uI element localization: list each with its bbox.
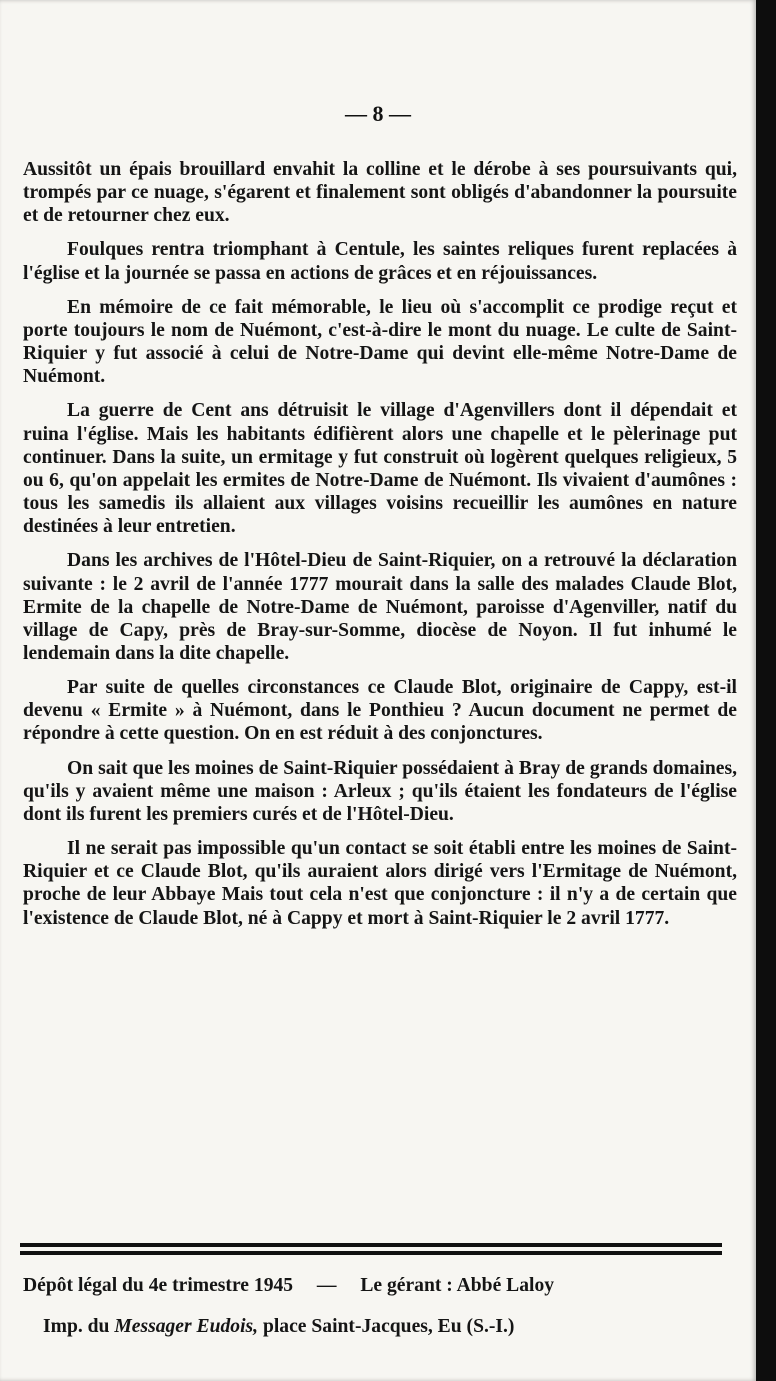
printer-line: [23, 1316, 757, 1338]
paragraph-8: Il ne serait pas impossible qu'un contact se soit établi entre les moines de Saint-Riquier et ce Claude Blot, qu'ils auraient alors dirigé vers l'Ermitage de Nuémont, proche de leur Abbaye Mais tout cela n'est que conjoncture : il n'y a de certain que l'existence de Claude Blot, né à Cappy et mort à Saint-Riquier le 2 avril 1777.: [23, 838, 737, 929]
printer-address: place Saint-Jacques, Eu (S.-I.): [262, 1316, 515, 1337]
paragraph-3: En mémoire de ce fait mémorable, le lieu où s'accomplit ce prodige reçut et porte toujours le nom de Nuémont, c'est-à-dire le mont du nuage. Le culte de Saint-Riquier y fut associé à celui de Notre-Dame qui devint elle-même Notre-Dame de Nuémont.: [23, 296, 737, 388]
rule-line: [20, 1251, 722, 1255]
paragraph-1: Aussitôt un épais brouillard envahit la colline et le dérobe à ses poursuivants qui, trompés par ce nuage, s'égarent et finalement sont obligés d'abandonner la poursuite et de retourner chez eux.: [23, 159, 737, 227]
paragraph-5: Dans les archives de l'Hôtel-Dieu de Saint-Riquier, on a retrouvé la déclaration suivante : le 2 avril de l'année 1777 mourait dans la salle des malades Claude Blot, Ermite de la chapelle de Notre-Dame de Nuémont, paroisse d'Agenviller, natif du village de Capy, près de Bray-sur-Somme, diocèse de Noyon. Il fut inhumé le lendemain dans la dite chapelle.: [23, 550, 737, 664]
scan-edge: [756, 0, 776, 1381]
paragraph-2: Foulques rentra triomphant à Centule, les saintes reliques furent replacées à l'église et la journée se passa en actions de grâces et en réjouissances.: [23, 239, 737, 284]
legal-deposit-line: [23, 1275, 737, 1297]
publication-name: Messager Eudois,: [114, 1316, 259, 1337]
legal-deposit: Dépôt légal du 4e trimestre 1945: [23, 1275, 294, 1296]
paragraph-7: On sait que les moines de Saint-Riquier possédaient à Bray de grands domaines, qu'ils y avaient même une maison : Arleux ; qu'ils étaient les fondateurs de l'église dont ils furent les premiers curés et de l'Hôtel-Dieu.: [23, 757, 737, 825]
printer-prefix: Imp. du: [43, 1316, 110, 1337]
manager-credit: Le gérant : Abbé Laloy: [360, 1275, 555, 1296]
body-text: [23, 158, 737, 941]
rule-line: [20, 1243, 722, 1247]
page-number: — 8 —: [345, 101, 411, 126]
double-rule-divider: [20, 1243, 722, 1255]
paragraph-6: Par suite de quelles circonstances ce Claude Blot, originaire de Cappy, est-il devenu « Ermite » à Nuémont, dans le Ponthieu ? Aucun document ne permet de répondre à cette question. On en est réduit à des conjonctures.: [23, 677, 737, 745]
footer-dash: —: [316, 1275, 337, 1296]
paragraph-4: La guerre de Cent ans détruisit le village d'Agenvillers dont il dépendait et ruina l'église. Mais les habitants édifièrent alors une chapelle et le pèlerinage put continuer. Dans la suite, un ermitage y fut construit où logèrent quelques religieux, 5 ou 6, qu'on appelait les ermites de Notre-Dame de Nuémont. Ils vivaient d'aumônes : tous les samedis ils allaient aux villages voisins recueillir les aumônes en nature destinées à leur entretien.: [23, 400, 737, 538]
